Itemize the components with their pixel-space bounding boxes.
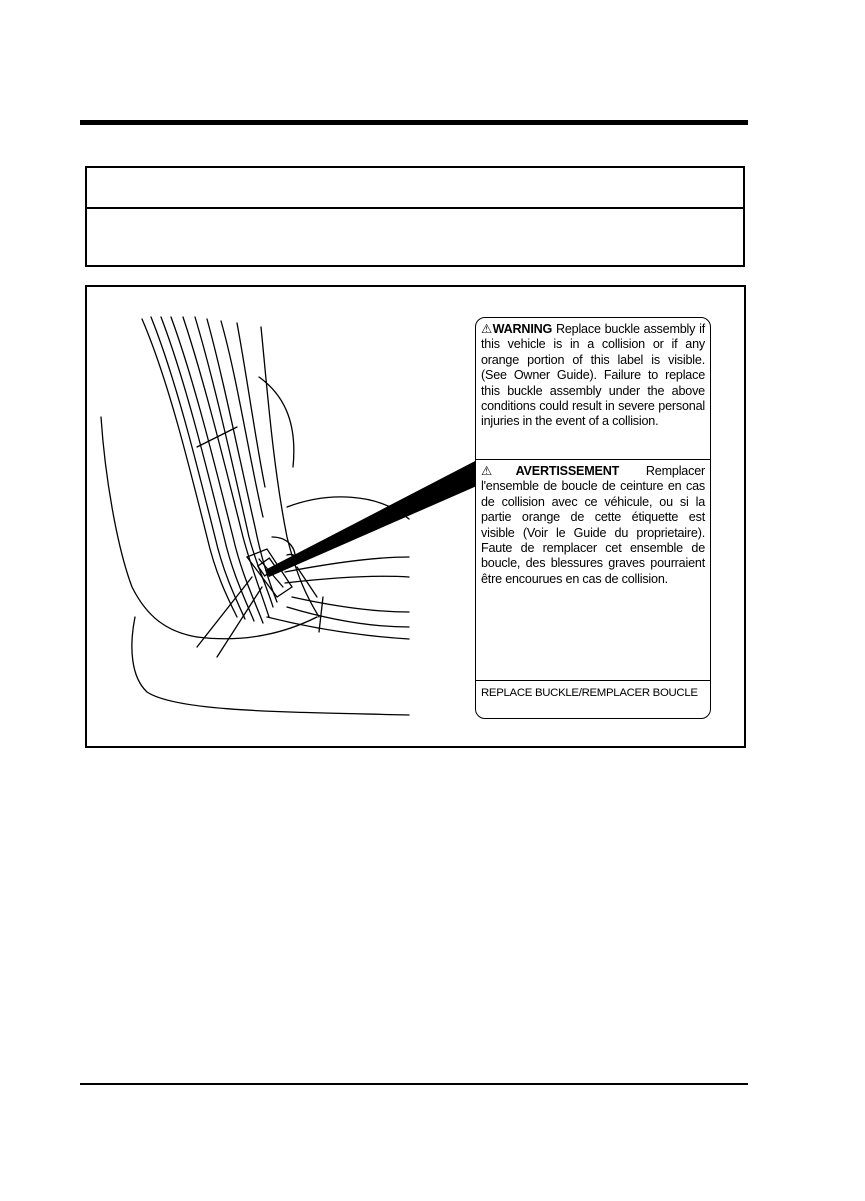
label-footer: REPLACE BUCKLE/REMPLACER BOUCLE — [481, 687, 698, 699]
buckle-warning-label — [475, 317, 711, 719]
warning-triangle-icon: ⚠ — [481, 464, 516, 478]
label-divider — [476, 459, 710, 460]
warning-triangle-icon: ⚠ — [481, 322, 493, 336]
english-warning-text: Replace buckle assembly if this vehicle is in a collision or if any orange portion of this label is visible. (See Owner Guide). Failure to replace this buckle assembly under the above conditions could result in severe personal injuries in the event of a collision. — [481, 322, 705, 429]
english-warning-heading: WARNING — [492, 322, 553, 336]
french-warning-heading: AVERTISSEMENT — [515, 464, 620, 478]
french-warning — [481, 464, 705, 587]
footer-divider — [476, 680, 710, 681]
header-box — [85, 166, 745, 267]
french-warning-text: Remplacer l'ensemble de boucle de ceinture en cas de collision avec ce véhicule, ou si la partie orange de cette étiquette est visible (Voir le Guide du proprietaire). Faute de remplacer cet ensemble de boucle, des blessures graves pourraient être encourues en cas de collision. — [481, 464, 706, 586]
bottom-rule — [80, 1083, 748, 1085]
top-rule — [80, 120, 748, 125]
english-warning — [481, 322, 705, 430]
header-divider — [87, 207, 743, 209]
figure-box — [85, 285, 746, 748]
